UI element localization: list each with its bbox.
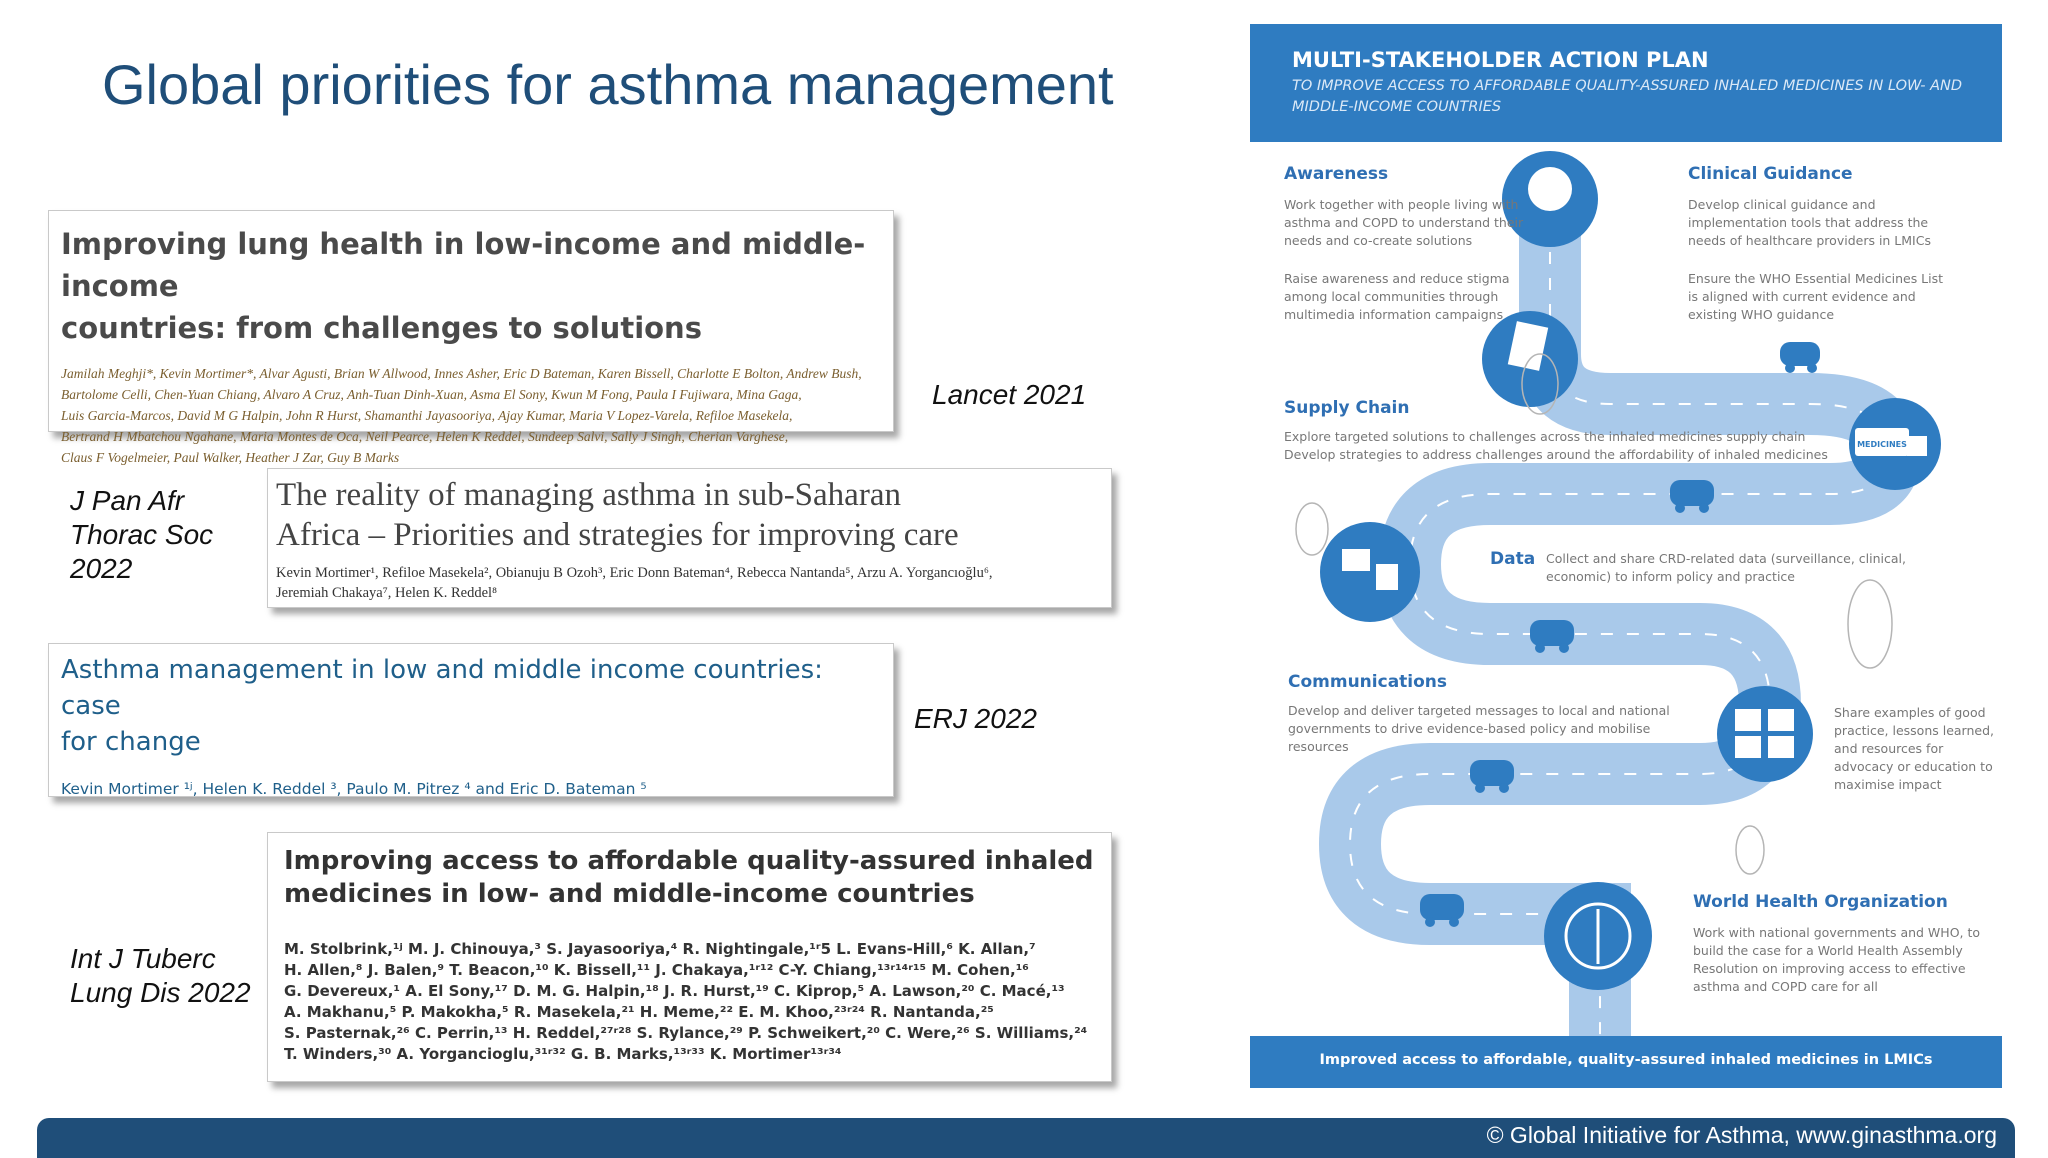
action-plan-infographic (1250, 24, 2002, 1088)
source-label-erj: ERJ 2022 (914, 703, 1037, 734)
section-heading-communications: Communications (1288, 672, 1448, 692)
paper-card-ijtld (267, 832, 1112, 1082)
section-heading-supply-chain: Supply Chain (1284, 398, 1410, 418)
infographic-subtitle: TO IMPROVE ACCESS TO AFFORDABLE QUALITY-ASSURED INHALED MEDICINES IN LOW- AND MIDDLE-INCOME COUNTRIES (1292, 78, 1963, 115)
car-icon (1780, 342, 1820, 373)
section-heading-who: World Health Organization (1693, 892, 1948, 912)
tree-icon (1848, 580, 1892, 668)
paper-title: Improving lung health in low-income and middle-income countries: from challenges to solutions (61, 227, 866, 345)
communications-icon (1717, 686, 1813, 782)
paper-authors: Kevin Mortimer ¹ʲ, Helen K. Reddel ³, Paulo M. Pitrez ⁴ and Eric D. Bateman ⁵ (61, 780, 647, 798)
awareness-text-2: Raise awareness and reduce stigma among local communities through multimedia information campaigns (1284, 271, 1510, 322)
paper-card-lancet (48, 210, 894, 465)
paper-card-erj (48, 643, 894, 797)
infographic-header (1250, 24, 2002, 142)
paper-authors: Kevin Mortimer¹, Refiloe Masekela², Obianuju B Ozoh³, Eric Donn Bateman⁴, Rebecca Nantanda⁵, Arzu A. Yorgancıoğlu⁶, Jeremiah Chakaya⁷, Helen K. Reddel⁸ (276, 565, 993, 601)
paper-title: Improving access to affordable quality-assured inhaled medicines in low- and middle-income countries (284, 846, 1094, 909)
clinical-text-1: Develop clinical guidance and implementation tools that address the needs of healthcare providers in LMICs (1688, 197, 1931, 248)
section-heading-clinical-guidance: Clinical Guidance (1688, 164, 1853, 184)
tree-icon (1736, 826, 1764, 874)
infographic-title: MULTI-STAKEHOLDER ACTION PLAN (1292, 48, 1709, 72)
awareness-text-1: Work together with people living with asthma and COPD to understand their needs and co-create solutions (1284, 197, 1524, 248)
paper-title: The reality of managing asthma in sub-Saharan Africa – Priorities and strategies for improving care (276, 477, 959, 553)
paper-authors: M. Stolbrink,¹ʲ M. J. Chinouya,³ S. Jayasooriya,⁴ R. Nightingale,¹ʳ5 L. Evans-Hill,⁶ K. Allan,⁷ H. Allen,⁸ J. Balen,⁹ T. Beacon,¹⁰ K. Bissell,¹¹ J. Chakaya,¹ʳ¹² C-Y. Chiang,¹³ʳ¹⁴ʳ¹⁵ M. Cohen,¹⁶ G. Devereux,¹ A. El Sony,¹⁷ D. M. G. Halpin,¹⁸ J. R. Hurst,¹⁹ C. Kiprop,⁵ A. Lawson,²⁰ C. Macé,¹³ A. Makhanu,⁵ P. Makokha,⁵ R. Masekela,²¹ H. Meme,²² E. M. Khoo,²³ʳ²⁴ R. Nantanda,²⁵ S. Pasternak,²⁶ C. Perrin,¹³ H. Reddel,²⁷ʳ²⁸ S. Rylance,²⁹ P. Schweikert,²⁰ C. Were,²⁶ S. Williams,²⁴ T. Winders,³⁰ A. Yorgancioglu,³¹ʳ³² G. B. Marks,¹³ʳ³³ K. Mortimer¹³ʳ³⁴ (284, 940, 1088, 1063)
copyright-text: © Global Initiative for Asthma, www.ginasthma.org (1486, 1122, 1997, 1148)
clinical-text-2: Ensure the WHO Essential Medicines List is aligned with current evidence and existing WHO guidance (1688, 271, 1944, 322)
supply-text-2: Develop strategies to address challenges around the affordability of inhaled medicines (1284, 447, 1828, 462)
data-analytics-icon (1320, 522, 1420, 622)
who-text-1: Work with national governments and WHO, to build the case for a World Health Assembly Resolution on improving access to effective asthma and COPD care for all (1693, 925, 1981, 994)
source-label-jpan: J Pan Afr Thorac Soc 2022 (70, 485, 214, 584)
paper-authors: Jamilah Meghji*, Kevin Mortimer*, Alvar Agusti, Brian W Allwood, Innes Asher, Eric D Bateman, Karen Bissell, Charlotte E Bolton, Andrew Bush, Bartolome Celli, Chen-Yuan Chiang, Alvaro A Cruz, Anh-Tuan Dinh-Xuan, Asma El Sony, Kwun M Fong, Paula I Fujiwara, Mina Gaga, Luis Garcia-Marcos, David M G Halpin, John R Hurst, Shamanthi Jayasooriya, Ajay Kumar, Maria V Lopez-Varela, Refiloe Masekela, Bertrand H Mbatchou Ngahane, Maria Montes de Oca, Neil Pearce, Helen K Reddel, Sundeep Salvi, Sally J Singh, Cherian Varghese, Claus F Vogelmeier, Paul Walker, Heather J Zar, Guy B Marks (61, 366, 862, 465)
slide-title: Global priorities for asthma management (102, 53, 1114, 116)
truck-label: MEDICINES (1857, 440, 1907, 449)
communications-text-1: Develop and deliver targeted messages to local and national governments to drive evidence-based policy and mobilise resources (1288, 703, 1670, 754)
tree-icon (1296, 503, 1328, 555)
supply-text-1: Explore targeted solutions to challenges across the inhaled medicines supply chain (1284, 429, 1806, 444)
paper-card-jpan (267, 468, 1112, 608)
section-heading-data: Data (1490, 549, 1536, 569)
communications-text-2: Share examples of good practice, lessons learned, and resources for advocacy or education to maximise impact (1834, 705, 1994, 792)
source-label-lancet: Lancet 2021 (932, 379, 1087, 410)
data-text-1: Collect and share CRD-related data (surveillance, clinical, economic) to inform policy and practice (1546, 551, 1906, 584)
infographic-footer-text: Improved access to affordable, quality-assured inhaled medicines in LMICs (1319, 1052, 1933, 1068)
section-heading-awareness: Awareness (1284, 164, 1389, 184)
source-label-ijtld: Int J Tuberc Lung Dis 2022 (70, 943, 251, 1008)
infographic-footer (1250, 1036, 2002, 1088)
footer-bar (37, 1118, 2015, 1158)
paper-title: Asthma management in low and middle income countries: case for change (61, 655, 823, 757)
